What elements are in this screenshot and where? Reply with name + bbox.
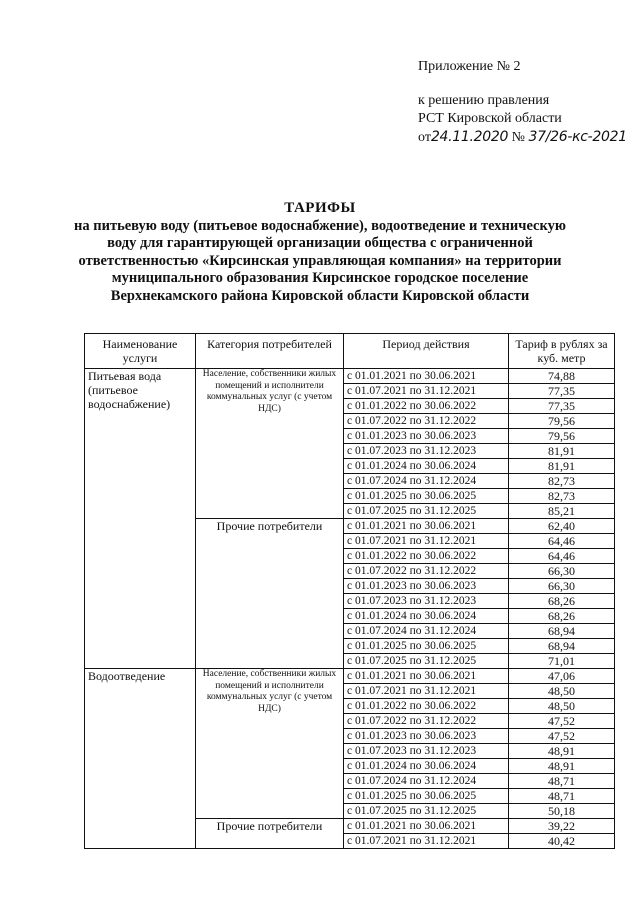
period-cell: с 01.01.2022 по 30.06.2022 <box>344 549 509 564</box>
tariff-value-cell: 48,50 <box>509 684 615 699</box>
service-name-cell: Питьевая вода (питьевое водоснабжение) <box>85 369 196 669</box>
table-header-row <box>85 334 615 369</box>
period-cell: с 01.07.2021 по 31.12.2021 <box>344 834 509 849</box>
tariff-value-cell: 66,30 <box>509 564 615 579</box>
period-cell: с 01.01.2024 по 30.06.2024 <box>344 609 509 624</box>
period-cell: с 01.01.2025 по 30.06.2025 <box>344 639 509 654</box>
number-prefix: № <box>508 130 529 145</box>
appendix-line-authority: РСТ Кировской области <box>418 111 562 126</box>
period-cell: с 01.07.2025 по 31.12.2025 <box>344 804 509 819</box>
period-cell: с 01.01.2021 по 30.06.2021 <box>344 819 509 834</box>
tariff-value-cell: 47,52 <box>509 714 615 729</box>
period-cell: с 01.07.2025 по 31.12.2025 <box>344 504 509 519</box>
handwritten-date: 24.11.2020 <box>430 129 509 145</box>
tariff-value-cell: 48,91 <box>509 759 615 774</box>
tariff-value-cell: 48,91 <box>509 744 615 759</box>
period-cell: с 01.07.2025 по 31.12.2025 <box>344 654 509 669</box>
document-subtitle: на питьевую воду (питьевое водоснабжение), водоотведение и техническую воду для гарантирующей организации общества с ограниченной ответственностью «Кирсинская управляющая компания» на территории муниципального образования Кирсинское городское поселение Верхнекамского района Кировской области Кировской области <box>74 217 566 304</box>
appendix-line-decision: к решению правления <box>418 93 550 108</box>
tariff-value-cell: 79,56 <box>509 414 615 429</box>
tariff-value-cell: 77,35 <box>509 384 615 399</box>
tariff-value-cell: 50,18 <box>509 804 615 819</box>
tariff-value-cell: 47,06 <box>509 669 615 684</box>
tariff-value-cell: 40,42 <box>509 834 615 849</box>
period-cell: с 01.01.2025 по 30.06.2025 <box>344 789 509 804</box>
tariff-value-cell: 62,40 <box>509 519 615 534</box>
period-cell: с 01.01.2024 по 30.06.2024 <box>344 759 509 774</box>
tariff-table-body <box>85 369 615 849</box>
consumer-category-cell: Население, собственники жилых помещений и исполнители коммунальных услуг (с учетом НДС) <box>196 669 344 819</box>
header-service: Наименование услуги <box>85 334 196 369</box>
tariff-value-cell: 48,71 <box>509 774 615 789</box>
tariff-value-cell: 68,94 <box>509 639 615 654</box>
period-cell: с 01.07.2021 по 31.12.2021 <box>344 384 509 399</box>
tariff-value-cell: 39,22 <box>509 819 615 834</box>
tariff-value-cell: 48,50 <box>509 699 615 714</box>
period-cell: с 01.07.2021 по 31.12.2021 <box>344 684 509 699</box>
period-cell: с 01.01.2024 по 30.06.2024 <box>344 459 509 474</box>
tariff-value-cell: 66,30 <box>509 579 615 594</box>
period-cell: с 01.07.2024 по 31.12.2024 <box>344 774 509 789</box>
tariff-value-cell: 74,88 <box>509 369 615 384</box>
tariff-value-cell: 79,56 <box>509 429 615 444</box>
period-cell: с 01.01.2022 по 30.06.2022 <box>344 699 509 714</box>
period-cell: с 01.01.2021 по 30.06.2021 <box>344 369 509 384</box>
period-cell: с 01.07.2024 по 31.12.2024 <box>344 624 509 639</box>
period-cell: с 01.07.2021 по 31.12.2021 <box>344 534 509 549</box>
tariff-value-cell: 47,52 <box>509 729 615 744</box>
appendix-block <box>418 58 627 147</box>
period-cell: с 01.07.2024 по 31.12.2024 <box>344 474 509 489</box>
tariff-value-cell: 82,73 <box>509 489 615 504</box>
period-cell: с 01.01.2023 по 30.06.2023 <box>344 579 509 594</box>
period-cell: с 01.01.2023 по 30.06.2023 <box>344 429 509 444</box>
tariff-value-cell: 71,01 <box>509 654 615 669</box>
period-cell: с 01.07.2022 по 31.12.2022 <box>344 414 509 429</box>
header-period: Период действия <box>344 334 509 369</box>
period-cell: с 01.01.2025 по 30.06.2025 <box>344 489 509 504</box>
period-cell: с 01.07.2023 по 31.12.2023 <box>344 594 509 609</box>
tariff-value-cell: 68,94 <box>509 624 615 639</box>
consumer-category-cell: Население, собственники жилых помещений и исполнители коммунальных услуг (с учетом НДС) <box>196 369 344 519</box>
tariff-value-cell: 68,26 <box>509 594 615 609</box>
document-title: ТАРИФЫ <box>284 200 356 216</box>
period-cell: с 01.01.2021 по 30.06.2021 <box>344 669 509 684</box>
period-cell: с 01.07.2022 по 31.12.2022 <box>344 714 509 729</box>
service-name-cell: Водоотведение <box>85 669 196 849</box>
tariff-value-cell: 64,46 <box>509 549 615 564</box>
period-cell: с 01.07.2023 по 31.12.2023 <box>344 444 509 459</box>
tariff-value-cell: 64,46 <box>509 534 615 549</box>
period-cell: с 01.07.2023 по 31.12.2023 <box>344 744 509 759</box>
header-tariff: Тариф в рублях за куб. метр <box>509 334 615 369</box>
tariff-value-cell: 82,73 <box>509 474 615 489</box>
consumer-category-cell: Прочие потребители <box>196 819 344 849</box>
document-heading <box>70 200 570 306</box>
handwritten-number: 37/26-кс-2021 <box>528 129 627 145</box>
tariff-value-cell: 85,21 <box>509 504 615 519</box>
consumer-category-cell: Прочие потребители <box>196 519 344 669</box>
appendix-title: Приложение № 2 <box>418 59 521 74</box>
period-cell: с 01.07.2022 по 31.12.2022 <box>344 564 509 579</box>
table-row <box>85 369 615 384</box>
tariff-value-cell: 68,26 <box>509 609 615 624</box>
period-cell: с 01.01.2021 по 30.06.2021 <box>344 519 509 534</box>
tariff-value-cell: 81,91 <box>509 459 615 474</box>
appendix-line-date-number <box>418 128 627 147</box>
date-prefix: от <box>418 130 431 145</box>
tariff-table <box>84 333 615 849</box>
tariff-value-cell: 77,35 <box>509 399 615 414</box>
tariff-value-cell: 81,91 <box>509 444 615 459</box>
tariff-value-cell: 48,71 <box>509 789 615 804</box>
table-row <box>85 669 615 684</box>
period-cell: с 01.01.2023 по 30.06.2023 <box>344 729 509 744</box>
period-cell: с 01.01.2022 по 30.06.2022 <box>344 399 509 414</box>
header-category: Категория потребителей <box>196 334 344 369</box>
